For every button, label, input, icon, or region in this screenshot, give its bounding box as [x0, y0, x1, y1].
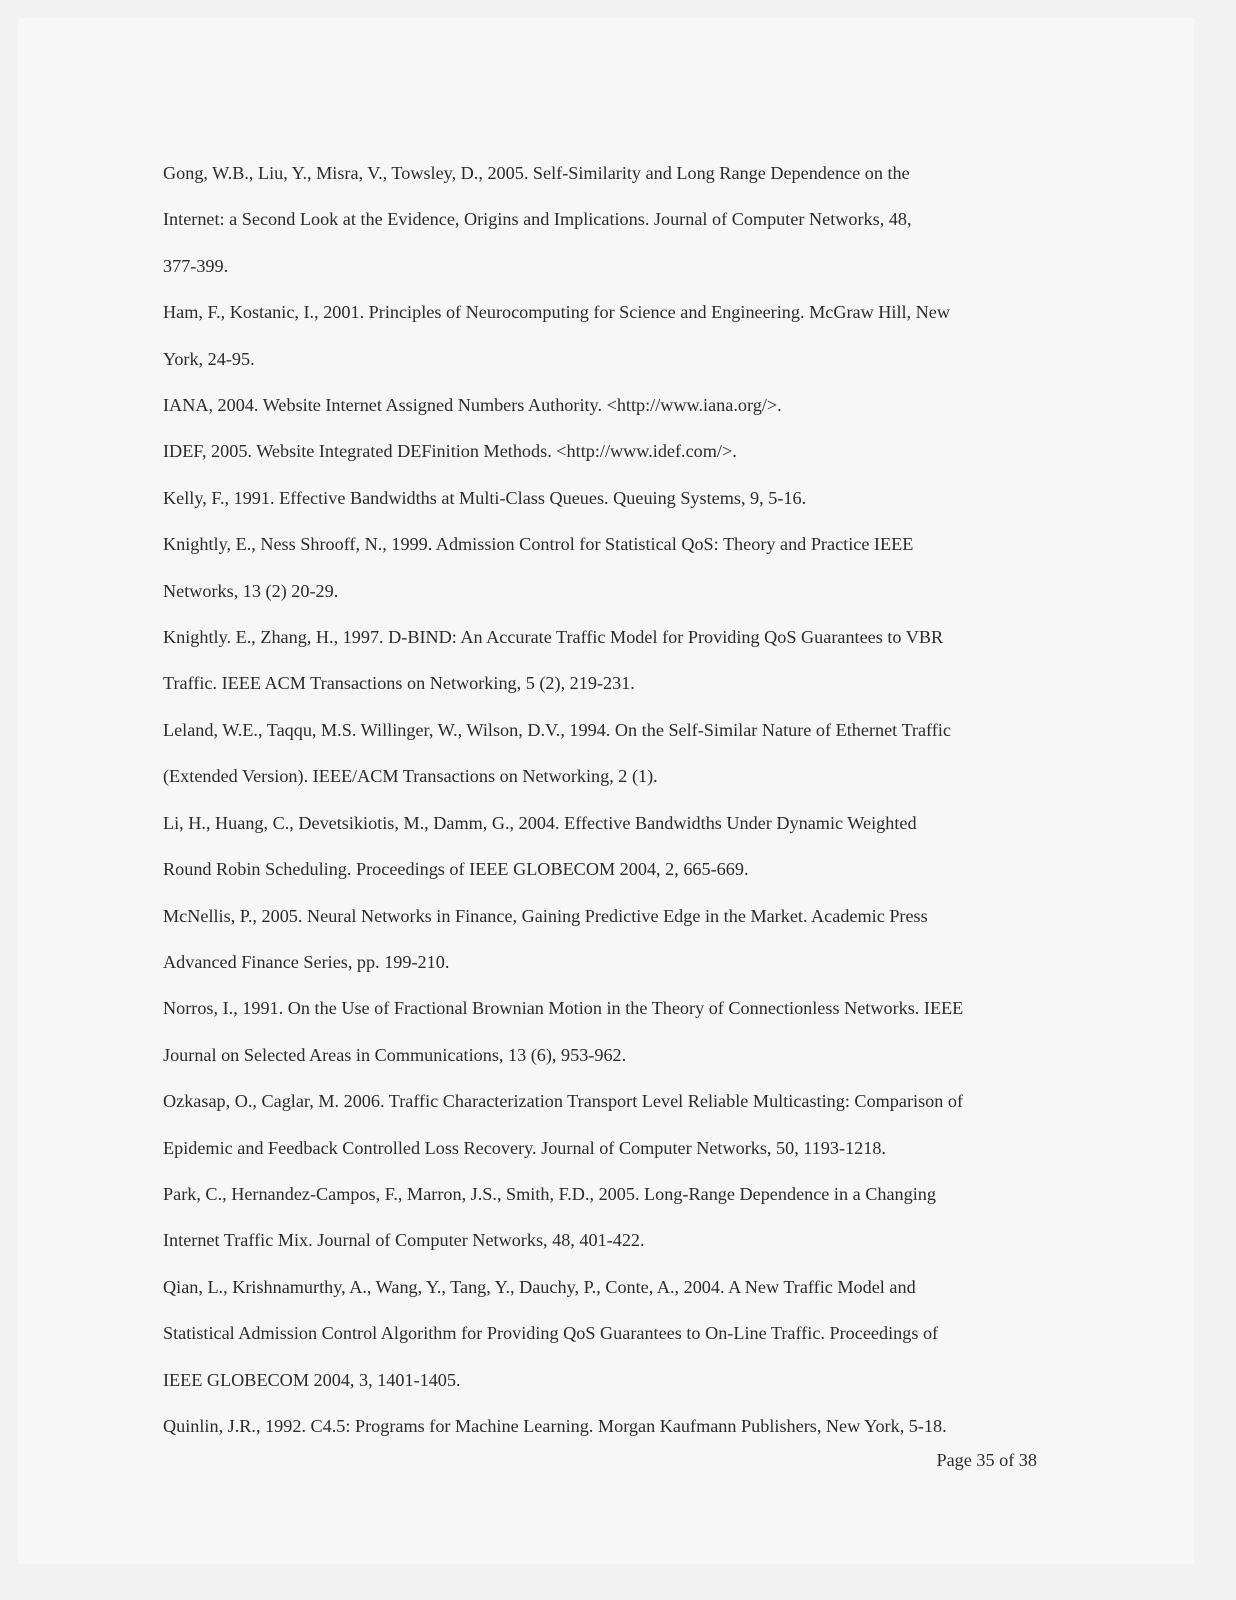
reference-line: IEEE GLOBECOM 2004, 3, 1401-1405.	[163, 1369, 461, 1390]
reference-line: Leland, W.E., Taqqu, M.S. Willinger, W., Wilson, D.V., 1994. On the Self-Similar Nature of Ethernet Traffic	[163, 719, 951, 740]
reference-line: IANA, 2004. Website Internet Assigned Numbers Authority. <http://www.iana.org/>.	[163, 395, 782, 416]
reference-entry	[163, 800, 1053, 893]
reference-line: Knightly, E., Ness Shrooff, N., 1999. Admission Control for Statistical QoS: Theory and Practice IEEE	[163, 534, 914, 555]
reference-line: Internet Traffic Mix. Journal of Computer Networks, 48, 401-422.	[163, 1230, 645, 1251]
reference-line: York, 24-95.	[163, 348, 255, 369]
reference-entry	[163, 1171, 1053, 1264]
reference-entry	[163, 428, 1053, 474]
reference-entry	[163, 521, 1053, 614]
reference-entry	[163, 475, 1053, 521]
reference-line: 377-399.	[163, 255, 229, 276]
reference-entry	[163, 614, 1053, 707]
reference-entry	[163, 289, 1053, 382]
reference-entry	[163, 1078, 1053, 1171]
reference-line: McNellis, P., 2005. Neural Networks in Finance, Gaining Predictive Edge in the Market. Academic Press	[163, 905, 928, 926]
reference-line: Round Robin Scheduling. Proceedings of IEEE GLOBECOM 2004, 2, 665-669.	[163, 859, 749, 880]
reference-line: Ham, F., Kostanic, I., 2001. Principles of Neurocomputing for Science and Engineering. McGraw Hill, New	[163, 302, 950, 323]
reference-line: Advanced Finance Series, pp. 199-210.	[163, 951, 450, 972]
reference-line: Quinlin, J.R., 1992. C4.5: Programs for Machine Learning. Morgan Kaufmann Publishers, New York, 5-18.	[163, 1415, 947, 1436]
reference-entry	[163, 985, 1053, 1078]
reference-line: Knightly. E., Zhang, H., 1997. D-BIND: An Accurate Traffic Model for Providing QoS Guarantees to VBR	[163, 627, 944, 648]
reference-line: Norros, I., 1991. On the Use of Fractional Brownian Motion in the Theory of Connectionless Networks. IEEE	[163, 998, 964, 1019]
reference-line: IDEF, 2005. Website Integrated DEFinition Methods. <http://www.idef.com/>.	[163, 441, 737, 462]
reference-entry	[163, 1264, 1053, 1403]
reference-line: Ozkasap, O., Caglar, M. 2006. Traffic Characterization Transport Level Reliable Multicasting: Comparison of	[163, 1091, 964, 1112]
reference-entry	[163, 150, 1053, 289]
reference-entry	[163, 893, 1053, 986]
reference-list	[163, 150, 1053, 1449]
reference-line: Epidemic and Feedback Controlled Loss Recovery. Journal of Computer Networks, 50, 1193-1218.	[163, 1137, 886, 1158]
reference-line: Kelly, F., 1991. Effective Bandwidths at Multi-Class Queues. Queuing Systems, 9, 5-16.	[163, 487, 807, 508]
reference-line: Journal on Selected Areas in Communications, 13 (6), 953-962.	[163, 1044, 627, 1065]
reference-line: Statistical Admission Control Algorithm for Providing QoS Guarantees to On-Line Traffic. Proceedings of	[163, 1323, 939, 1344]
page-number: Page 35 of 38	[936, 1450, 1037, 1470]
reference-entry	[163, 707, 1053, 800]
reference-line: Internet: a Second Look at the Evidence, Origins and Implications. Journal of Computer Networks, 48,	[163, 209, 912, 230]
reference-line: Traffic. IEEE ACM Transactions on Networking, 5 (2), 219-231.	[163, 673, 635, 694]
reference-entry	[163, 382, 1053, 428]
reference-line: (Extended Version). IEEE/ACM Transactions on Networking, 2 (1).	[163, 766, 658, 787]
reference-line: Park, C., Hernandez-Campos, F., Marron, J.S., Smith, F.D., 2005. Long-Range Dependence in a Changing	[163, 1183, 936, 1204]
reference-line: Networks, 13 (2) 20-29.	[163, 580, 339, 601]
reference-line: Li, H., Huang, C., Devetsikiotis, M., Damm, G., 2004. Effective Bandwidths Under Dynamic Weighted	[163, 812, 917, 833]
reference-line: Gong, W.B., Liu, Y., Misra, V., Towsley, D., 2005. Self-Similarity and Long Range Dependence on the	[163, 163, 910, 183]
reference-entry	[163, 1403, 1053, 1449]
reference-line: Qian, L., Krishnamurthy, A., Wang, Y., Tang, Y., Dauchy, P., Conte, A., 2004. A New Traffic Model and	[163, 1276, 916, 1297]
